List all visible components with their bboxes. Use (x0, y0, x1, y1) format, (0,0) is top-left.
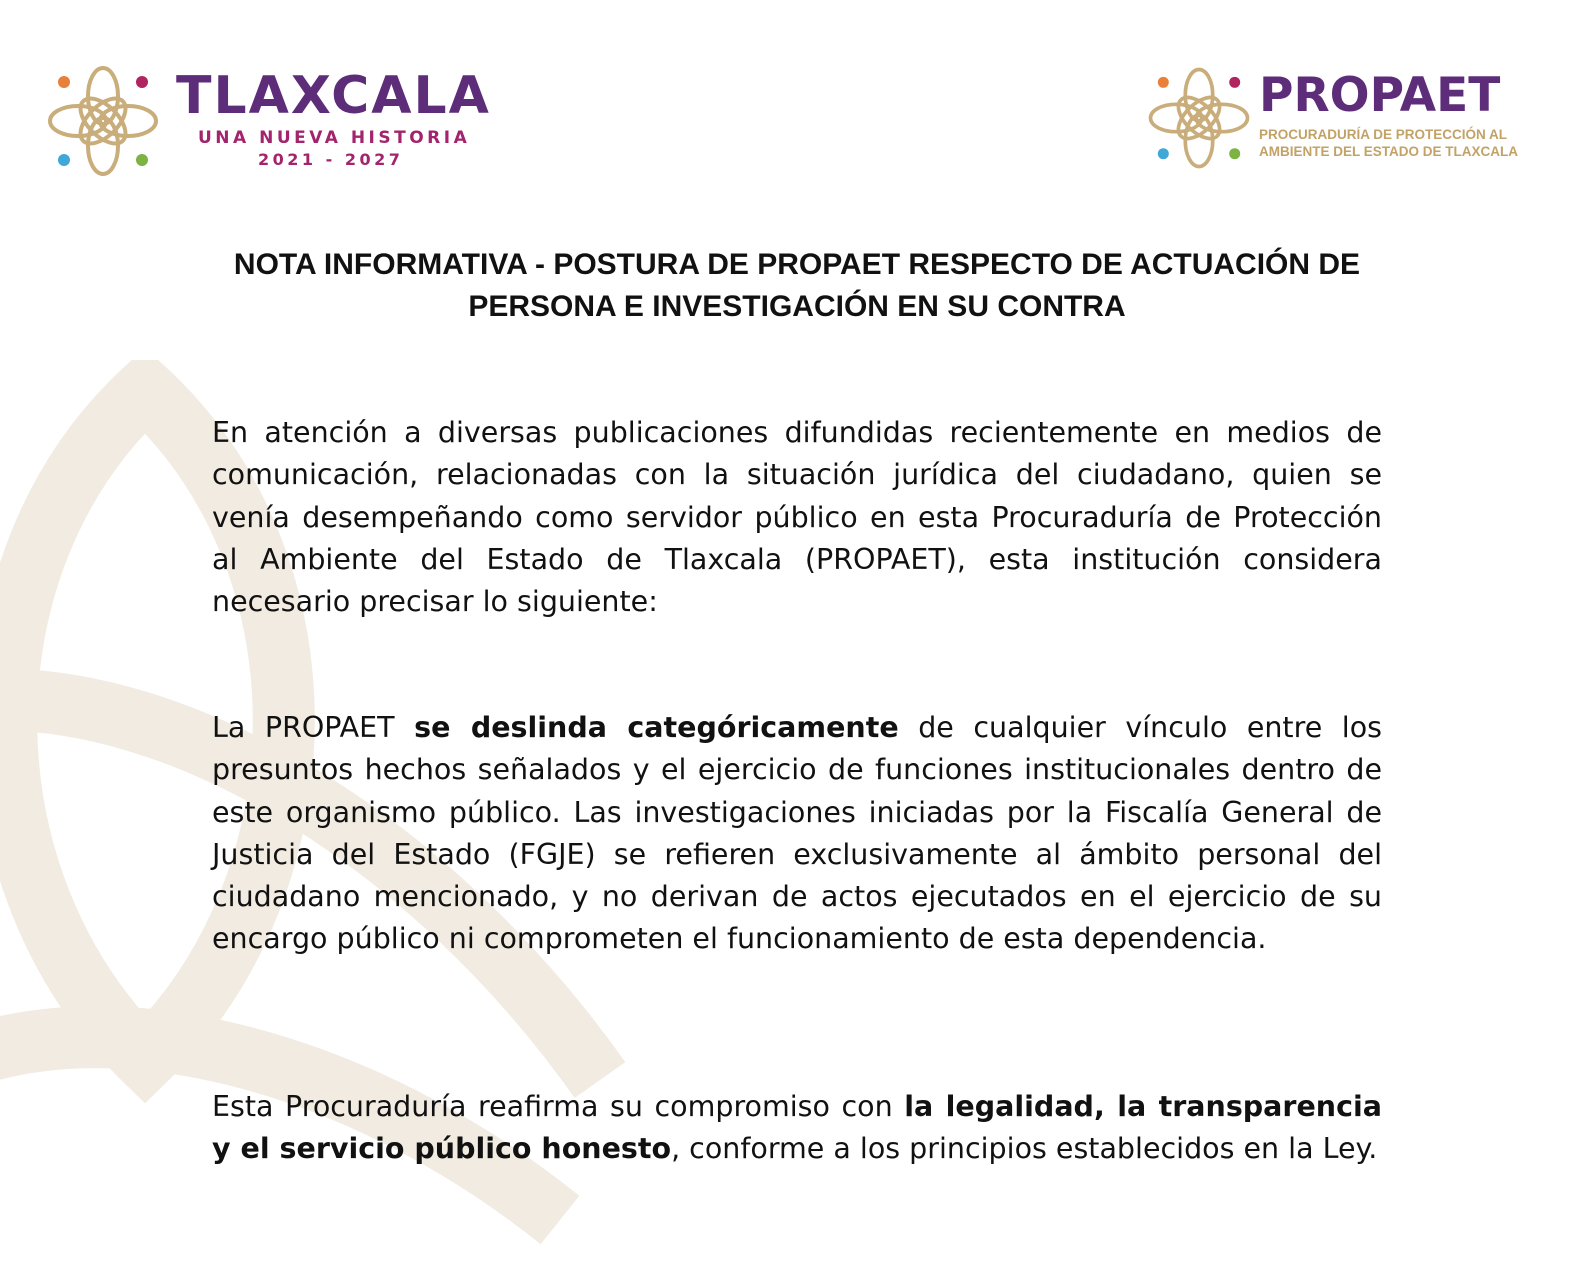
propaet-title: PROPAET (1259, 68, 1501, 123)
tlaxcala-period: 2021 - 2027 (258, 150, 404, 169)
document-title-line2: PERSONA E INVESTIGACIÓN EN SU CONTRA (468, 290, 1126, 323)
tlaxcala-tagline: UNA NUEVA HISTORIA (198, 128, 471, 148)
propaet-flower-icon (1145, 64, 1253, 172)
propaet-logo (1145, 64, 1525, 176)
propaet-subtitle-line1: PROCURADURÍA DE PROTECCIÓN AL (1259, 127, 1508, 142)
tlaxcala-logo (44, 62, 494, 182)
paragraph-deslinde (212, 707, 1382, 961)
paragraph-compromiso-pre: Esta Procuraduría reafirma su compromiso con (212, 1090, 905, 1123)
document-title (200, 244, 1394, 328)
tlaxcala-flower-icon (44, 62, 162, 180)
paragraph-deslinde-post: de cualquier vínculo entre los presuntos hechos señalados y el ejercicio de funciones institucionales dentro de este organismo público. Las investigaciones iniciadas por la Fiscalía General de Justicia del Estado (FGJE) se refieren exclusivamente al ámbito personal del ciudadano mencionado, y no derivan de actos ejecutados en el ejercicio de su encargo público ni comprometen el funcionamiento de esta dependencia. (212, 711, 1382, 956)
paragraph-intro: En atención a diversas publicaciones difundidas recientemente en medios de comunicación, relacionadas con la situación jurídica del ciudadano, quien se venía desempeñando como servidor público en esta Procuraduría de Protección al Ambiente del Estado de Tlaxcala (PROPAET), esta institución considera necesario precisar lo siguiente: (212, 416, 1382, 619)
tlaxcala-title: TLAXCALA (176, 66, 491, 126)
paragraph-compromiso-bold: la legalidad, la transparencia y el servicio público honesto (212, 1090, 1382, 1166)
paragraph-deslinde-pre: La PROPAET (212, 711, 415, 744)
propaet-subtitle-line2: AMBIENTE DEL ESTADO DE TLAXCALA (1259, 144, 1519, 159)
paragraph-deslinde-bold: se deslinda categóricamente (414, 711, 899, 744)
propaet-subtitle (1259, 126, 1518, 160)
paragraph-compromiso-post: , conforme a los principios establecidos en la Ley. (671, 1132, 1378, 1166)
paragraph-compromiso (212, 1086, 1382, 1171)
document-title-line1: NOTA INFORMATIVA - POSTURA DE PROPAET RESPECTO DE ACTUACIÓN DE (233, 248, 1361, 281)
